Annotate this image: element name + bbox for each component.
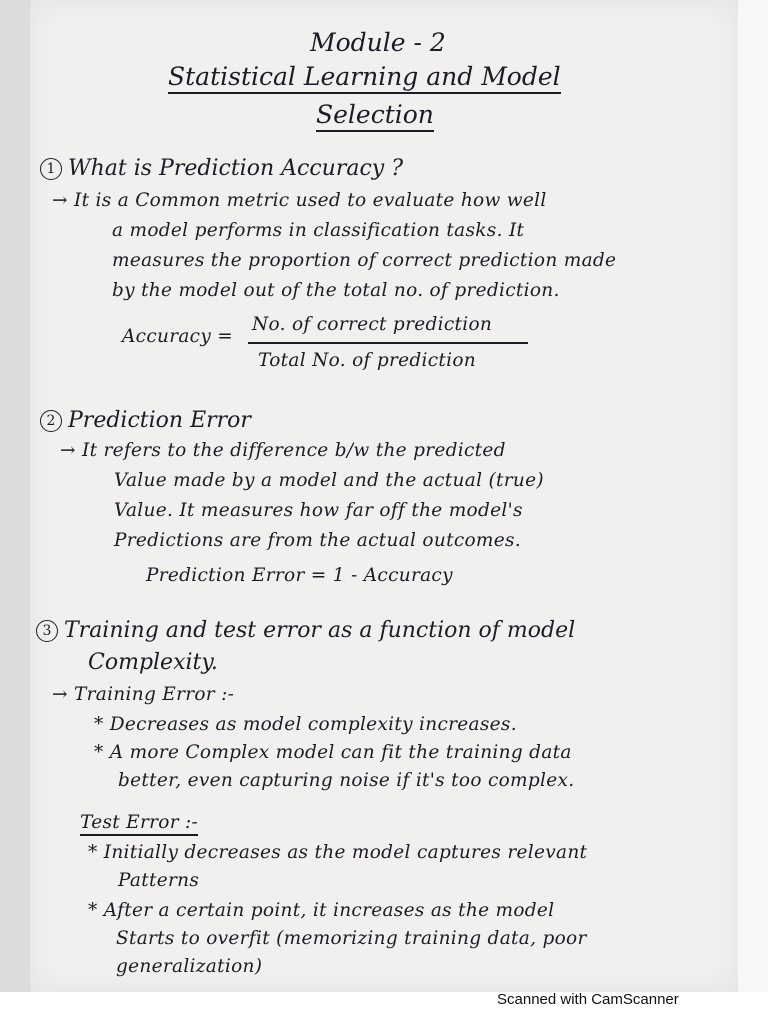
page-margin-right — [738, 0, 768, 992]
section-1-line: → It is a Common metric used to evaluate how well — [52, 190, 547, 211]
module-heading: Module - 2 — [310, 28, 446, 57]
section-number: 3 — [36, 620, 58, 642]
section-1-line: a model performs in classification tasks. It — [112, 220, 525, 241]
section-number: 2 — [40, 410, 62, 432]
title-line-1: Statistical Learning and Model — [168, 62, 561, 94]
training-error-label: → Training Error :- — [52, 684, 235, 705]
accuracy-denominator: Total No. of prediction — [258, 350, 476, 371]
test-error-line: Patterns — [118, 870, 200, 891]
section-2-heading — [40, 408, 251, 433]
section-title: What is Prediction Accuracy ? — [68, 156, 403, 181]
title-line-2: Selection — [316, 100, 434, 132]
section-1-heading — [40, 156, 403, 181]
section-1-line: measures the proportion of correct prediction made — [112, 250, 617, 271]
section-3-heading — [36, 618, 575, 643]
scanner-watermark: Scanned with CamScanner — [497, 991, 679, 1008]
training-error-line: better, even capturing noise if it's too complex. — [118, 770, 575, 791]
test-error-line: * Initially decreases as the model captures relevant — [88, 842, 588, 863]
scanned-page — [30, 0, 738, 992]
accuracy-formula-lhs: Accuracy = — [122, 326, 234, 347]
training-error-line: * A more Complex model can fit the training data — [94, 742, 572, 763]
prediction-error-formula: Prediction Error = 1 - Accuracy — [146, 565, 453, 586]
accuracy-numerator: No. of correct prediction — [252, 314, 493, 335]
section-number: 1 — [40, 158, 62, 180]
binder-edge — [0, 0, 30, 992]
section-1-line: by the model out of the total no. of prediction. — [112, 280, 560, 301]
fraction-bar — [248, 342, 528, 344]
test-error-line: * After a certain point, it increases as the model — [88, 900, 555, 921]
training-error-line: * Decreases as model complexity increases. — [94, 714, 517, 735]
section-2-line: Value. It measures how far off the model's — [114, 500, 523, 521]
section-title: Prediction Error — [68, 408, 251, 433]
section-title: Training and test error as a function of model — [64, 618, 576, 643]
test-error-label: Test Error :- — [80, 812, 198, 836]
section-2-line: Predictions are from the actual outcomes. — [114, 530, 521, 551]
test-error-line: generalization) — [116, 956, 263, 977]
test-error-line: Starts to overfit (memorizing training data, poor — [116, 928, 587, 949]
section-2-line: Value made by a model and the actual (true) — [114, 470, 544, 491]
section-2-line: → It refers to the difference b/w the predicted — [60, 440, 506, 461]
section-3-heading-cont: Complexity. — [88, 650, 218, 675]
